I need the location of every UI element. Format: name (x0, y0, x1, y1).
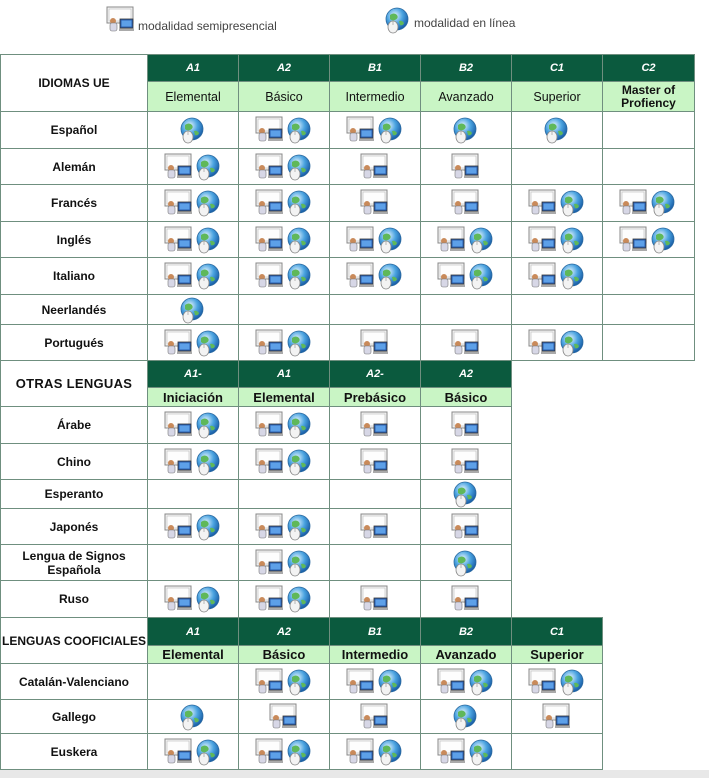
level-name: Básico (239, 82, 330, 112)
modality-cell (148, 545, 239, 581)
globe-mouse-icon (195, 153, 223, 181)
globe-mouse-icon (286, 448, 314, 476)
modality-cell (421, 444, 512, 480)
globe-mouse-icon (559, 226, 587, 254)
table-row (1, 295, 695, 325)
modality-cell (239, 509, 330, 545)
modality-cell (512, 734, 603, 770)
empty-space (512, 480, 603, 509)
globe-mouse-icon (286, 153, 314, 181)
globe-mouse-icon (559, 329, 587, 357)
table-row (1, 149, 695, 185)
classroom-computer-icon (360, 411, 390, 439)
level-name: Avanzado (421, 646, 512, 664)
modality-cell (148, 444, 239, 480)
modality-cell (239, 149, 330, 185)
level-code-row (1, 361, 695, 388)
modality-cell (239, 480, 330, 509)
classroom-computer-icon (164, 448, 194, 476)
table-row (1, 258, 695, 295)
modality-cell (421, 664, 512, 700)
globe-mouse-icon (195, 585, 223, 613)
classroom-computer-icon (451, 411, 481, 439)
modality-cell (421, 222, 512, 258)
modality-cell (330, 258, 421, 295)
classroom-computer-icon (528, 329, 558, 357)
classroom-computer-icon (346, 738, 376, 766)
language-name: Japonés (1, 509, 148, 545)
globe-mouse-icon (195, 262, 223, 290)
modality-cell (148, 700, 239, 734)
modality-cell (239, 185, 330, 222)
language-level-table (0, 54, 695, 770)
modality-cell (421, 295, 512, 325)
table-row (1, 700, 695, 734)
globe-mouse-icon (286, 513, 314, 541)
classroom-computer-icon (360, 703, 390, 731)
globe-mouse-icon (286, 738, 314, 766)
globe-mouse-icon (543, 116, 571, 144)
classroom-computer-icon (360, 585, 390, 613)
globe-mouse-icon (559, 189, 587, 217)
table-row (1, 480, 695, 509)
modality-cell (330, 581, 421, 618)
modality-cell (148, 581, 239, 618)
modality-cell (148, 185, 239, 222)
level-name: Intermedio (330, 646, 421, 664)
globe-mouse-icon (195, 226, 223, 254)
empty-space (603, 480, 695, 509)
classroom-computer-icon (346, 226, 376, 254)
empty-space (603, 700, 695, 734)
globe-mouse-icon (468, 226, 496, 254)
legend-semi-label: modalidad semipresencial (138, 19, 277, 33)
classroom-computer-icon (437, 668, 467, 696)
modality-cell (603, 295, 695, 325)
language-name: Catalán-Valenciano (1, 664, 148, 700)
language-name: Esperanto (1, 480, 148, 509)
globe-mouse-icon (377, 262, 405, 290)
level-name: Iniciación (148, 388, 239, 407)
classroom-computer-icon (528, 668, 558, 696)
globe-mouse-icon (559, 668, 587, 696)
globe-mouse-icon (286, 189, 314, 217)
language-name: Chino (1, 444, 148, 480)
classroom-computer-icon (255, 153, 285, 181)
globe-mouse-icon (559, 262, 587, 290)
globe-mouse-icon (286, 411, 314, 439)
modality-cell (421, 258, 512, 295)
globe-mouse-icon (384, 6, 412, 34)
empty-space (603, 545, 695, 581)
empty-space (512, 388, 603, 407)
classroom-computer-icon (269, 703, 299, 731)
globe-mouse-icon (468, 738, 496, 766)
level-code-row (1, 618, 695, 646)
modality-cell (330, 700, 421, 734)
modality-cell (239, 258, 330, 295)
level-name: Elemental (148, 646, 239, 664)
classroom-computer-icon (164, 411, 194, 439)
modality-cell (603, 258, 695, 295)
globe-mouse-icon (286, 668, 314, 696)
language-name: Neerlandés (1, 295, 148, 325)
classroom-computer-icon (164, 226, 194, 254)
table-row (1, 444, 695, 480)
modality-cell (421, 149, 512, 185)
table-row (1, 734, 695, 770)
level-code: A2 (239, 55, 330, 82)
empty-space (603, 407, 695, 444)
modality-cell (148, 480, 239, 509)
table-row (1, 407, 695, 444)
classroom-computer-icon (360, 329, 390, 357)
modality-cell (148, 325, 239, 361)
modality-cell (421, 509, 512, 545)
globe-mouse-icon (179, 116, 207, 144)
modality-cell (421, 700, 512, 734)
language-name: Alemán (1, 149, 148, 185)
classroom-computer-icon (106, 6, 136, 34)
table-row (1, 664, 695, 700)
classroom-computer-icon (164, 513, 194, 541)
classroom-computer-icon (255, 411, 285, 439)
classroom-computer-icon (542, 703, 572, 731)
globe-mouse-icon (195, 329, 223, 357)
globe-mouse-icon (452, 703, 480, 731)
language-name: Italiano (1, 258, 148, 295)
modality-cell (148, 509, 239, 545)
classroom-computer-icon (255, 189, 285, 217)
classroom-computer-icon (451, 513, 481, 541)
section-title: OTRAS LENGUAS (1, 361, 148, 407)
globe-mouse-icon (286, 116, 314, 144)
classroom-computer-icon (360, 189, 390, 217)
classroom-computer-icon (255, 448, 285, 476)
classroom-computer-icon (451, 329, 481, 357)
level-name: Prebásico (330, 388, 421, 407)
modality-cell (421, 185, 512, 222)
empty-space (603, 444, 695, 480)
language-name: Francés (1, 185, 148, 222)
modality-cell (330, 664, 421, 700)
modality-cell (330, 509, 421, 545)
modality-cell (239, 407, 330, 444)
classroom-computer-icon (164, 738, 194, 766)
modality-cell (512, 295, 603, 325)
modality-cell (239, 112, 330, 149)
section-title: LENGUAS COOFICIALES (1, 618, 148, 664)
classroom-computer-icon (451, 585, 481, 613)
classroom-computer-icon (164, 189, 194, 217)
level-code: B2 (421, 618, 512, 646)
modality-cell (512, 664, 603, 700)
modality-cell (603, 325, 695, 361)
classroom-computer-icon (255, 513, 285, 541)
modality-cell (330, 545, 421, 581)
empty-space (603, 361, 695, 388)
modality-cell (148, 112, 239, 149)
table-row (1, 509, 695, 545)
modality-cell (512, 149, 603, 185)
level-code: C1 (512, 618, 603, 646)
modality-cell (239, 700, 330, 734)
modality-cell (148, 149, 239, 185)
globe-mouse-icon (179, 296, 207, 324)
modality-cell (148, 222, 239, 258)
empty-space (512, 581, 603, 618)
level-name: Master of Profiency (603, 82, 695, 112)
table-row (1, 112, 695, 149)
empty-space (603, 581, 695, 618)
modality-cell (330, 734, 421, 770)
modality-cell (330, 149, 421, 185)
classroom-computer-icon (619, 226, 649, 254)
modality-cell (239, 222, 330, 258)
level-name: Superior (512, 646, 603, 664)
empty-space (603, 664, 695, 700)
modality-cell (330, 222, 421, 258)
modality-cell (148, 258, 239, 295)
classroom-computer-icon (360, 448, 390, 476)
modality-cell (512, 222, 603, 258)
globe-mouse-icon (286, 262, 314, 290)
modality-cell (421, 734, 512, 770)
modality-cell (330, 407, 421, 444)
empty-space (603, 646, 695, 664)
classroom-computer-icon (451, 153, 481, 181)
classroom-computer-icon (528, 226, 558, 254)
level-code: A1 (148, 618, 239, 646)
level-code: B1 (330, 618, 421, 646)
classroom-computer-icon (346, 262, 376, 290)
globe-mouse-icon (650, 226, 678, 254)
globe-mouse-icon (377, 116, 405, 144)
legend-online (384, 6, 515, 34)
modality-cell (330, 185, 421, 222)
classroom-computer-icon (255, 262, 285, 290)
globe-mouse-icon (195, 448, 223, 476)
modality-cell (330, 295, 421, 325)
modality-cell (421, 545, 512, 581)
modality-cell (148, 295, 239, 325)
modality-cell (148, 664, 239, 700)
level-name: Superior (512, 82, 603, 112)
level-code: B2 (421, 55, 512, 82)
globe-mouse-icon (452, 480, 480, 508)
classroom-computer-icon (255, 116, 285, 144)
globe-mouse-icon (286, 549, 314, 577)
globe-mouse-icon (377, 668, 405, 696)
language-name: Gallego (1, 700, 148, 734)
language-name: Inglés (1, 222, 148, 258)
language-name: Lengua de Signos Española (1, 545, 148, 581)
level-code: C2 (603, 55, 695, 82)
legend-online-label: modalidad en línea (414, 16, 516, 30)
classroom-computer-icon (164, 153, 194, 181)
table-row (1, 581, 695, 618)
globe-mouse-icon (377, 738, 405, 766)
level-name: Intermedio (330, 82, 421, 112)
level-code: B1 (330, 55, 421, 82)
classroom-computer-icon (360, 153, 390, 181)
globe-mouse-icon (286, 585, 314, 613)
modality-cell (421, 480, 512, 509)
table-row (1, 185, 695, 222)
modality-cell (421, 325, 512, 361)
modality-cell (512, 325, 603, 361)
level-name: Elemental (148, 82, 239, 112)
section-title: IDIOMAS UE (1, 55, 148, 112)
modality-cell (239, 581, 330, 618)
level-code: A2 (421, 361, 512, 388)
empty-space (512, 509, 603, 545)
language-name: Ruso (1, 581, 148, 618)
classroom-computer-icon (528, 189, 558, 217)
modality-cell (421, 407, 512, 444)
globe-mouse-icon (195, 513, 223, 541)
legend-semipresencial (106, 6, 277, 34)
modality-cell (330, 480, 421, 509)
modality-cell (603, 185, 695, 222)
modality-cell (239, 664, 330, 700)
page-bottom-bar (0, 770, 709, 778)
level-code: C1 (512, 55, 603, 82)
globe-mouse-icon (195, 189, 223, 217)
classroom-computer-icon (346, 668, 376, 696)
level-code: A2- (330, 361, 421, 388)
classroom-computer-icon (164, 585, 194, 613)
classroom-computer-icon (619, 189, 649, 217)
modality-cell (512, 258, 603, 295)
modality-cell (330, 112, 421, 149)
language-name: Euskera (1, 734, 148, 770)
globe-mouse-icon (650, 189, 678, 217)
level-code: A2 (239, 618, 330, 646)
modality-cell (512, 112, 603, 149)
empty-space (512, 407, 603, 444)
modality-cell (330, 325, 421, 361)
modality-cell (603, 149, 695, 185)
table-row (1, 325, 695, 361)
classroom-computer-icon (255, 668, 285, 696)
empty-space (603, 618, 695, 646)
empty-space (512, 444, 603, 480)
language-name: Portugués (1, 325, 148, 361)
empty-space (512, 361, 603, 388)
classroom-computer-icon (451, 189, 481, 217)
classroom-computer-icon (164, 262, 194, 290)
modality-cell (148, 407, 239, 444)
globe-mouse-icon (286, 329, 314, 357)
classroom-computer-icon (255, 226, 285, 254)
modality-cell (239, 325, 330, 361)
classroom-computer-icon (255, 585, 285, 613)
classroom-computer-icon (255, 329, 285, 357)
level-name: Elemental (239, 388, 330, 407)
classroom-computer-icon (360, 513, 390, 541)
globe-mouse-icon (195, 411, 223, 439)
modality-cell (512, 700, 603, 734)
level-name: Básico (239, 646, 330, 664)
modality-cell (239, 295, 330, 325)
globe-mouse-icon (377, 226, 405, 254)
modality-cell (603, 222, 695, 258)
language-name: Árabe (1, 407, 148, 444)
language-name: Español (1, 112, 148, 149)
modality-cell (239, 734, 330, 770)
level-code: A1- (148, 361, 239, 388)
empty-space (603, 509, 695, 545)
level-code-row (1, 55, 695, 82)
modality-cell (148, 734, 239, 770)
modality-cell (330, 444, 421, 480)
modality-cell (421, 112, 512, 149)
classroom-computer-icon (255, 738, 285, 766)
globe-mouse-icon (286, 226, 314, 254)
classroom-computer-icon (346, 116, 376, 144)
modality-cell (239, 444, 330, 480)
modality-cell (603, 112, 695, 149)
modality-cell (421, 581, 512, 618)
classroom-computer-icon (437, 738, 467, 766)
level-code: A1 (148, 55, 239, 82)
level-name: Avanzado (421, 82, 512, 112)
legend (0, 0, 709, 54)
classroom-computer-icon (164, 329, 194, 357)
globe-mouse-icon (195, 738, 223, 766)
empty-space (512, 545, 603, 581)
level-code: A1 (239, 361, 330, 388)
classroom-computer-icon (255, 549, 285, 577)
classroom-computer-icon (528, 262, 558, 290)
empty-space (603, 388, 695, 407)
globe-mouse-icon (179, 703, 207, 731)
table-row (1, 222, 695, 258)
level-name: Básico (421, 388, 512, 407)
globe-mouse-icon (468, 668, 496, 696)
empty-space (603, 734, 695, 770)
globe-mouse-icon (452, 549, 480, 577)
classroom-computer-icon (437, 262, 467, 290)
globe-mouse-icon (452, 116, 480, 144)
modality-cell (512, 185, 603, 222)
modality-cell (239, 545, 330, 581)
table-row (1, 545, 695, 581)
classroom-computer-icon (451, 448, 481, 476)
globe-mouse-icon (468, 262, 496, 290)
classroom-computer-icon (437, 226, 467, 254)
